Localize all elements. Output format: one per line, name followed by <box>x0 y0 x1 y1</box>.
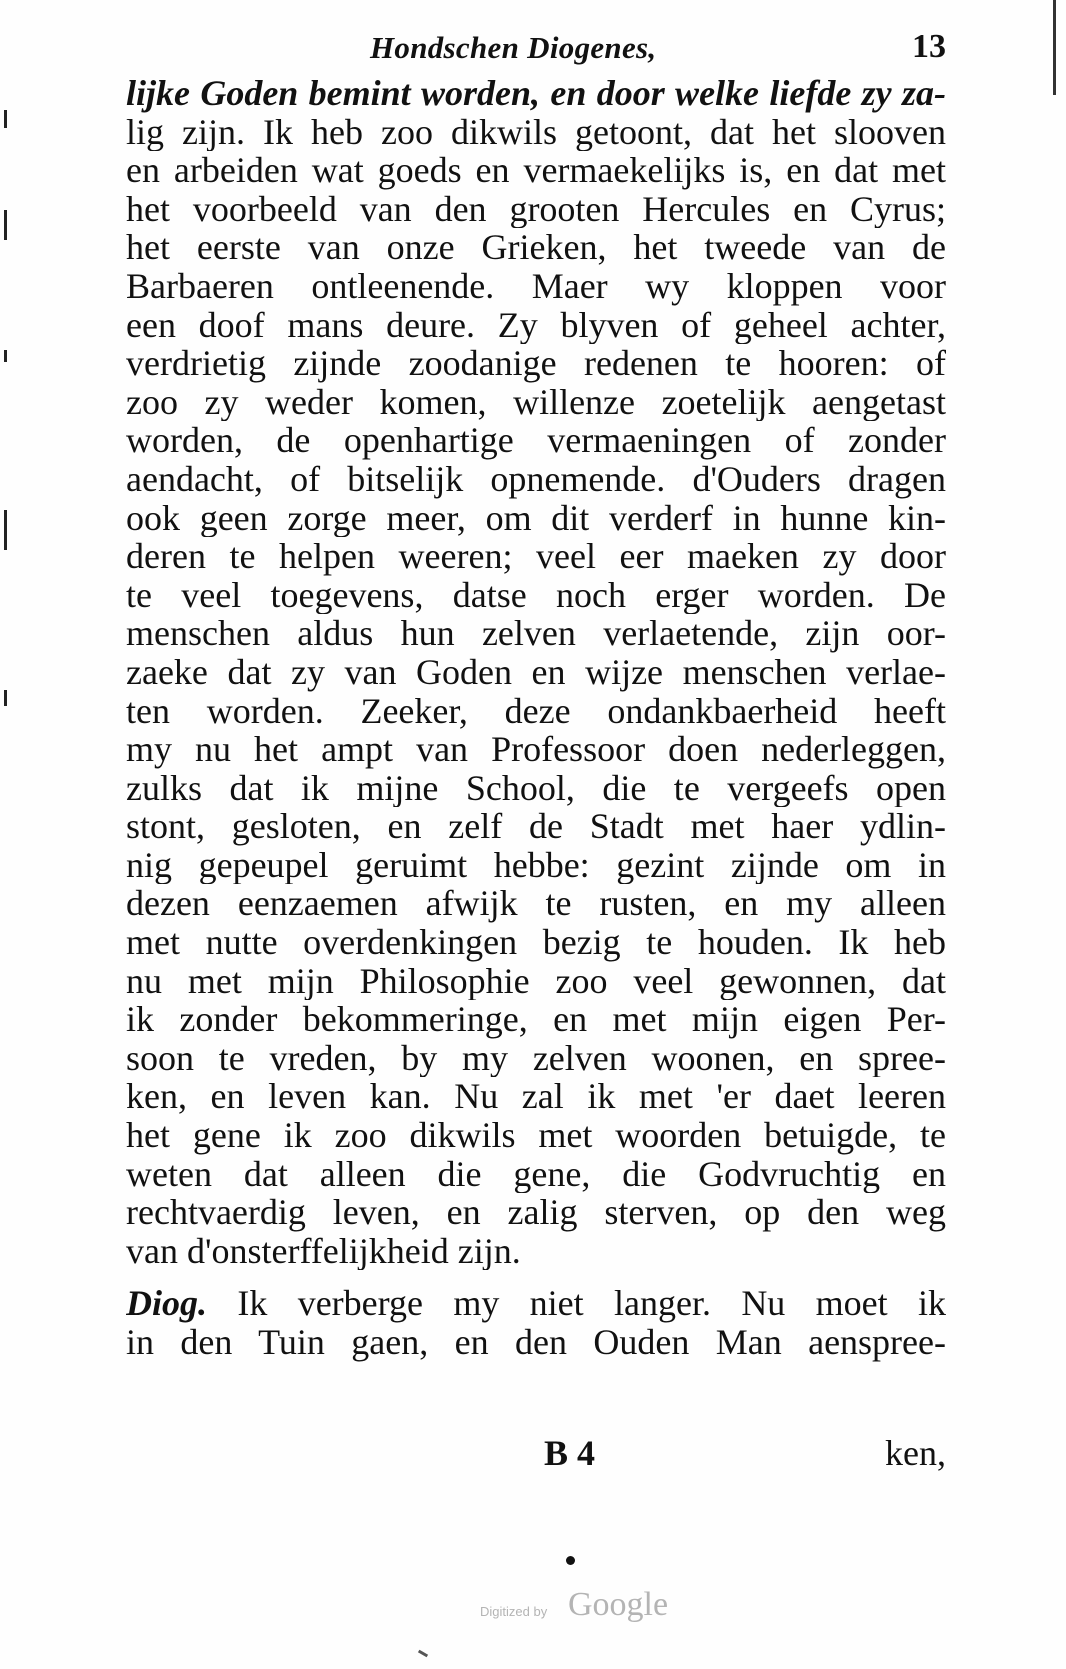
text-line: nu met mijn Philosophie zoo veel gewonnen, dat <box>126 961 946 1001</box>
text-line: soon te vreden, by my zelven woonen, en spree- <box>126 1038 946 1078</box>
text-line: van d'onsterffelijkheid zijn. <box>126 1231 521 1271</box>
digitization-watermark <box>480 1586 700 1626</box>
text-line <box>126 1284 946 1323</box>
text-line: stont, gesloten, en zelf de Stadt met haer ydlin- <box>126 807 946 846</box>
text-line: worden, de openhartige vermaeningen of zonder <box>126 421 946 460</box>
text-line: in den Tuin gaen, en den Ouden Man aenspree- <box>126 1323 946 1362</box>
catchline <box>126 1432 946 1476</box>
text-line: nig gepeupel geruimt hebbe: gezint zijnde om in <box>126 845 946 885</box>
text-line: aendacht, of bitselijk opnemende. d'Ouders dragen <box>126 459 946 499</box>
text-line: te veel toegevens, datse noch erger worden. De <box>126 575 946 615</box>
watermark-google-logo: Google <box>568 1586 669 1623</box>
text-line: lijke Goden bemint worden, en door welke liefde zy za- <box>126 74 946 113</box>
text-line: een doof mans deure. Zy blyven of geheel achter, <box>126 305 946 345</box>
speaker-label: Diog. <box>126 1284 207 1323</box>
text-line: ook geen zorge meer, om dit verderf in hunne kin- <box>126 498 946 538</box>
paragraph-gap <box>126 1270 946 1284</box>
ink-dot <box>566 1556 575 1565</box>
text-line: lig zijn. Ik heb zoo dikwils getoont, dat het slooven <box>126 112 946 152</box>
text-line: ken, en leven kan. Nu zal ik met 'er daet leeren <box>126 1077 946 1117</box>
text-line: zaeke dat zy van Goden en wijze menschen verlae- <box>126 652 946 692</box>
text-line: met nutte overdenkingen bezig te houden. Ik heb <box>126 923 946 962</box>
text-line: Barbaeren ontleenende. Maer wy kloppen voor <box>126 266 946 306</box>
text-line: en arbeiden wat goeds en vermaekelijks is, en dat met <box>126 151 946 190</box>
running-head: Hondschen Diogenes, <box>370 30 657 65</box>
text-line: menschen aldus hun zelven verlaetende, zijn oor- <box>126 614 946 653</box>
text-line: het voorbeeld van den grooten Hercules en Cyrus; <box>126 189 946 229</box>
text-line: ik zonder bekommeringe, en met mijn eigen Per- <box>126 1000 946 1039</box>
text-line: het gene ik zoo dikwils met woorden betuigde, te <box>126 1116 946 1155</box>
text-line: verdrietig zijnde zoodanige redenen te hooren: of <box>126 344 946 383</box>
gutter-scan-marks <box>0 90 14 810</box>
text-line: ten worden. Zeeker, deze ondankbaerheid heeft <box>126 691 946 731</box>
body-text <box>126 74 946 1362</box>
text-line: weten dat alleen die gene, die Godvruchtig en <box>126 1154 946 1194</box>
text-line: my nu het ampt van Professoor doen nederleggen, <box>126 730 946 769</box>
page-header <box>126 24 946 74</box>
scan-edge-mark <box>1053 0 1056 95</box>
text-line: deren te helpen weeren; veel eer maeken zy door <box>126 537 946 576</box>
scan-speck <box>418 1650 428 1658</box>
text-line: zulks dat ik mijne School, die te vergeefs open <box>126 768 946 808</box>
page-number: 13 <box>912 28 946 65</box>
text-line: het eerste van onze Grieken, het tweede van de <box>126 228 946 267</box>
signature-mark: B 4 <box>544 1433 596 1473</box>
watermark-digitized-by: Digitized by <box>480 1604 548 1619</box>
catchword: ken, <box>885 1433 946 1473</box>
text-line: zoo zy weder komen, willenze zoetelijk aengetast <box>126 382 946 422</box>
text-line: rechtvaerdig leven, en zalig sterven, op den weg <box>126 1193 946 1232</box>
speech-text: Ik verberge my niet langer. Nu moet ik <box>237 1284 946 1323</box>
text-line: dezen eenzaemen afwijk te rusten, en my alleen <box>126 884 946 924</box>
